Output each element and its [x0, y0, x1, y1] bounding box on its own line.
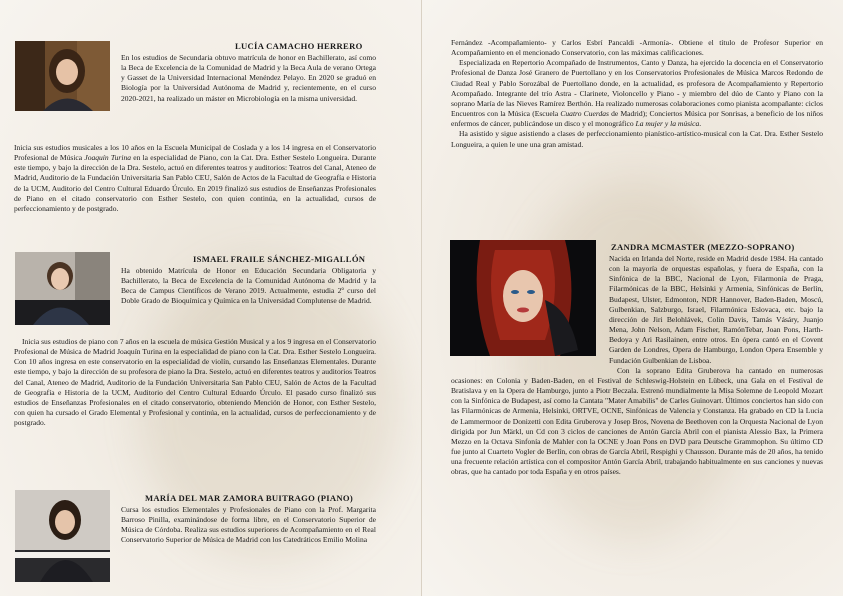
right-page [422, 0, 843, 596]
lucia-bio-2 [14, 143, 376, 214]
ismael-bio-1 [121, 266, 376, 307]
maria-name: MARÍA DEL MAR ZAMORA BUITRAGO (PIANO) [145, 493, 354, 503]
ismael-bio-p1: Ha obtenido Matrícula de Honor en Educación Secundaria Obligatoria y Bachillerato, la Beca de Excelencia de la Comunidad Autónoma de Madrid y la Beca de Campus Científicos de Verano 2019. Actualmente, estudia 2º curso del Doble Grado de Bioquímica y Química en la Universidad Complutense de Madrid. [121, 266, 376, 306]
ismael-name: ISMAEL FRAILE SÁNCHEZ-MIGALLÓN [193, 254, 366, 264]
lucia-name: LUCÍA CAMACHO HERRERO [235, 41, 363, 51]
ismael-photo [15, 252, 110, 325]
maria-bio-p3: Especializada en Repertorio Acompañado de Instrumentos, Canto y Danza, ha ejercido la docencia en el Conservatorio Profesional de Danza José Granero de Puertollano y en los Conservatorios Profesionales de Música Marcos Redondo de Ciudad Real y Pablo Sorozábal de Puertollano donde, en la actualidad, es profesora de Acompañamiento y Repertorio Acompañado. Integrante del trío Astra - Clarinete, Violoncello y Piano - y miembro del dúo de Canto y Piano con la soprano María de las Nieves Ramírez Berthón. Ha realizado numerosas colaboraciones como pianista acompañante: ciclos Encuentros con la Música (Escuela Cuatro Cuerdas de Madrid); Conciertos Música por Sonrisas, a beneficio de los niños enfermos de cáncer, publicándose un disco y el monográfico La mujer y la música. [451, 58, 823, 129]
lucia-bio-p2: Inicia sus estudios musicales a los 10 años en la Escuela Municipal de Coslada y a los 14 ingresa en el Conservatorio Profesional de Música Joaquín Turina en la especialidad de Piano, con la Cat. Dra. Esther Sestelo Longueira. Durante este tiempo, y bajo la dirección de la Dra. Sestelo, actuó en diferentes teatros y auditorios: Teatros del Canal, Ateneo de Madrid, Auditorio de la Fundación Universitaria San Pablo CEU, Salón de Actos de la Facultad de Geografía e Historia de la UCM, Auditorio del Centro Cultural Eduardo Úrculo. En 2019 finalizó sus estudios de Enseñanzas Profesionales de Piano en el citado conservatorio con Esther Sestelo, con quien continúa, en la actualidad, cursos de perfeccionamiento y de postgrado. [14, 143, 376, 213]
zandra-name: ZANDRA MCMASTER (MEZZO-SOPRANO) [611, 242, 795, 252]
ismael-bio-p2: Inicia sus estudios de piano con 7 años en la escuela de música Gestión Musical y a los 9 ingresa en el Conservatorio Profesional de Música de Madrid Joaquín Turina en la especialidad de piano con la Cat. Dra. Esther Sestelo Longueira. Con 10 años ingresa en este conservatorio en la especialidad de violín, cursando las Enseñanzas Elementales. Durante este tiempo, y bajo la dirección de su profesora de piano la Dra. Sestelo, actuó en diferentes teatros y auditorios Teatros del Canal, Ateneo de Madrid, Auditorio de la Fundación Universitaria San Pablo CEU, Salón de Actos de la Facultad de Geografía e Historia de la UCM, Auditorio del Centro Cultural Eduardo Úrculo. El pasado curso finalizó sus estudios de Enseñanzas Profesionales en el citado conservatorio, obteniendo Mención de Honor, con Esther Sestelo, con quien ha cursado el Grado Elemental y Profesional y continúa, en la actualidad, cursos de perfeccionamiento y de postgrado. [14, 337, 376, 428]
zandra-bio-p2: Con la soprano Edita Gruberova ha cantado en numerosas ocasiones: en Colonia y Baden-Baden, en el Festival de Schleswig-Holstein en Lübeck, una Gala en el Festival de Bratislava y en la Opera de Hamburgo, junto a Piotr Beczala. Estrenó mundialmente la Misa Solemne de Leopold Mozart con la Sinfónica de Budapest, así como la Cantata "Mater Amabilis" de Carles Guinovart. Últimos conciertos han sido con las Filarmónicas de Armenia, Helsinki, ORTVE, OCNE, Sinfónicas de Valencia y Constanza. Ha grabado en CD la Lucia de Lammermoor de Donizetti con Edita Gruberova y Josep Bros, Novena de Beethoven con la Orquesta Nacional de Lyon dirigida por Jun Märkl, un Cd con 3 ciclos de canciones de Antón García Abril con el pianista Alessio Bax, la Primera Mezzo en la Octava Sinfonía de Mahler con la OCNE y Joan Pons en DVD para Deutsche Grammophon. Su último CD fue junto al Cuarteto Vogler de Berlín, con obras de García Abril, Respighi y Chausson. Durante más de 20 años, ha tenido una frecuente relación artística con el compositor Antón García Abril, trabajando habitualmente en sus canciones y nuevas obras, que ha cantado por toda España y en otros países. [451, 365, 823, 477]
zandra-bio-p1: Nacida en Irlanda del Norte, reside en Madrid desde 1984. Ha cantado con la mayoría de orquestas españolas, y fuera de España, con la Sinfónica de la BBC, Nacional de Lyon, Filarmonía de Praga, Filarmónicas de la BBC, Helsinki y Armenia, Sinfónicas de Berlín, Budapest, Ulster, Edmonton, NDR Hannover, Baden-Baden, Moscú, Gulbenkian, Salzburgo, Israel, Filarmónica Eslovaca, etc. bajo la dirección de Jiri Belohlávek, Colin Davis, Tamás Vásáry, Juanjo Mena, John Nelson, Adam Fischer, RamónTebar, Joan Pons, Harth-Bedoya y Ari Rasilainen, entre otros. En ópera cantó en el Covent Garden de Londres, Opera de Hamburgo, London Opera Ensemble y Fundación Gulbenkian de Lisboa. [609, 254, 823, 365]
maria-bio-cont [451, 38, 823, 150]
maria-photo [15, 490, 110, 582]
zandra-photo-spacer [451, 254, 609, 366]
lucia-bio-1 [121, 53, 376, 104]
lucia-bio-p1: En los estudios de Secundaria obtuvo matrícula de honor en Bachillerato, así como la Beca de Excelencia de la Comunidad de Madrid y la Beca Aula de verano Ortega y Gasset de la Universidad Internacional Menéndez Pelayo. En 2020 se graduó en Biología por la Universidad Autónoma de Madrid y, recientemente, en el curso 2020-2021, ha realizado un máster en Microbiología en la misma universidad. [121, 53, 376, 103]
maria-bio-p4: Ha asistido y sigue asistiendo a clases de perfeccionamiento pianístico-artístico-musical con la Cat. Dra. Esther Sestelo Longueira, a quien le une una gran amistad. [451, 129, 823, 149]
maria-bio-p1: Cursa los estudios Elementales y Profesionales de Piano con la Prof. Margarita Barroso Pinilla, examinándose de forma libre, en el Conservatorio Superior de Música de Córdoba. Realiza sus estudios superiores de Acompañamiento en el Real Conservatorio Superior de Música de Madrid con los Catedráticos Emilio Molina [121, 505, 376, 545]
lucia-photo [15, 41, 110, 111]
maria-bio-1 [121, 505, 376, 546]
ismael-bio-2 [14, 337, 376, 428]
maria-bio-p2: Fernández -Acompañamiento- y Carlos Esbrí Pancaldi -Armonía-. Obtiene el título de Profesor Superior en Acompañamiento en el mencionado Conservatorio, con las máximas calificaciones. [451, 38, 823, 58]
zandra-bio [451, 254, 823, 477]
left-page [0, 0, 421, 596]
